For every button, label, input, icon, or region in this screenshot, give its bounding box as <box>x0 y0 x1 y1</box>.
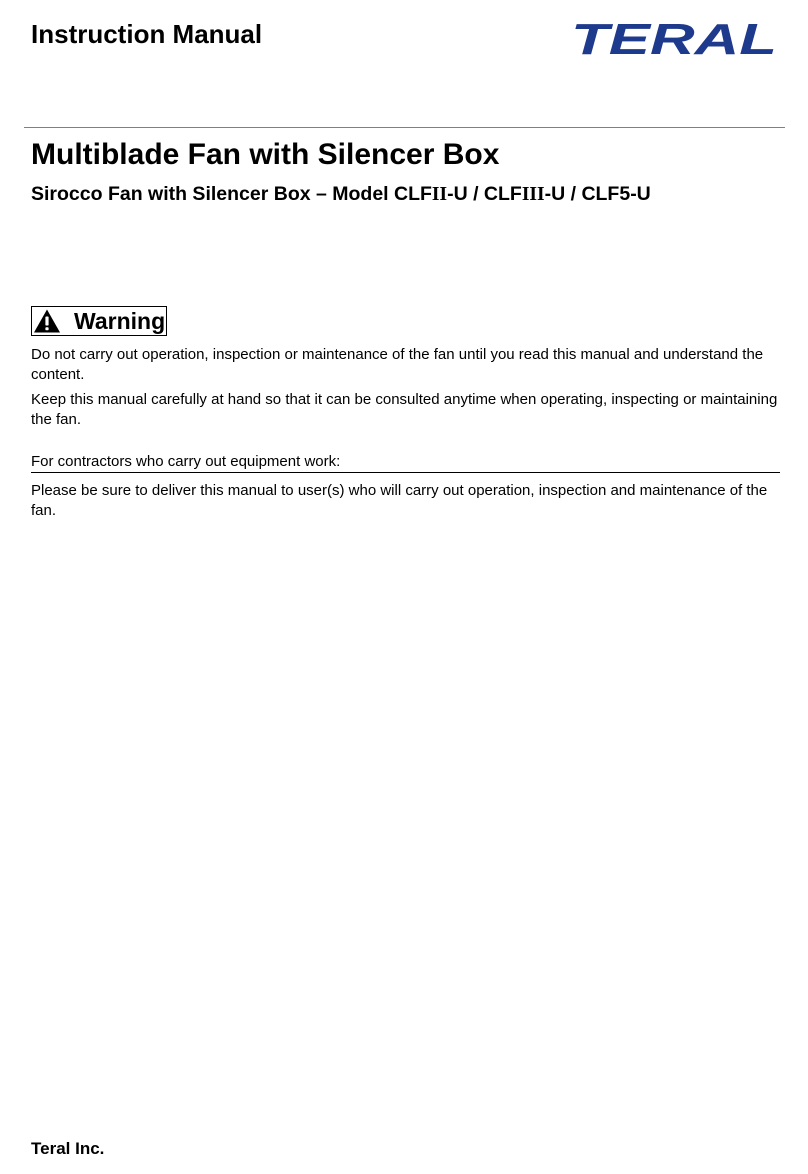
warning-heading-box <box>31 306 167 336</box>
document-subtitle <box>31 181 651 208</box>
contractors-divider <box>31 472 780 473</box>
subtitle-roman-three: III <box>521 184 545 205</box>
document-title: Multiblade Fan with Silencer Box <box>31 138 500 171</box>
teral-logo-wordmark: TERAL <box>571 16 777 60</box>
subtitle-roman-two: II <box>431 184 448 205</box>
subtitle-prefix: Sirocco Fan with Silencer Box – Model CLF <box>31 183 432 205</box>
header-divider <box>24 127 785 128</box>
warning-triangle-icon <box>33 308 61 334</box>
contractors-paragraph: Please be sure to deliver this manual to user(s) who will carry out operation, inspection and maintenance of the fan. <box>31 482 768 519</box>
manual-header-title: Instruction Manual <box>31 19 263 49</box>
teral-logo <box>568 16 780 60</box>
subtitle-suffix: -U / CLF5-U <box>544 183 651 205</box>
contractors-heading: For contractors who carry out equipment work: <box>31 453 341 470</box>
warning-paragraph-keep-manual: Keep this manual carefully at hand so that it can be consulted anytime when operating, inspecting or maintaining the fan. <box>31 391 778 428</box>
footer-company-name: Teral Inc. <box>31 1139 105 1158</box>
warning-label: Warning <box>74 308 166 334</box>
subtitle-middle: -U / CLF <box>447 183 522 205</box>
warning-paragraph-read-manual: Do not carry out operation, inspection or maintenance of the fan until you read this manual and understand the content. <box>31 346 764 383</box>
